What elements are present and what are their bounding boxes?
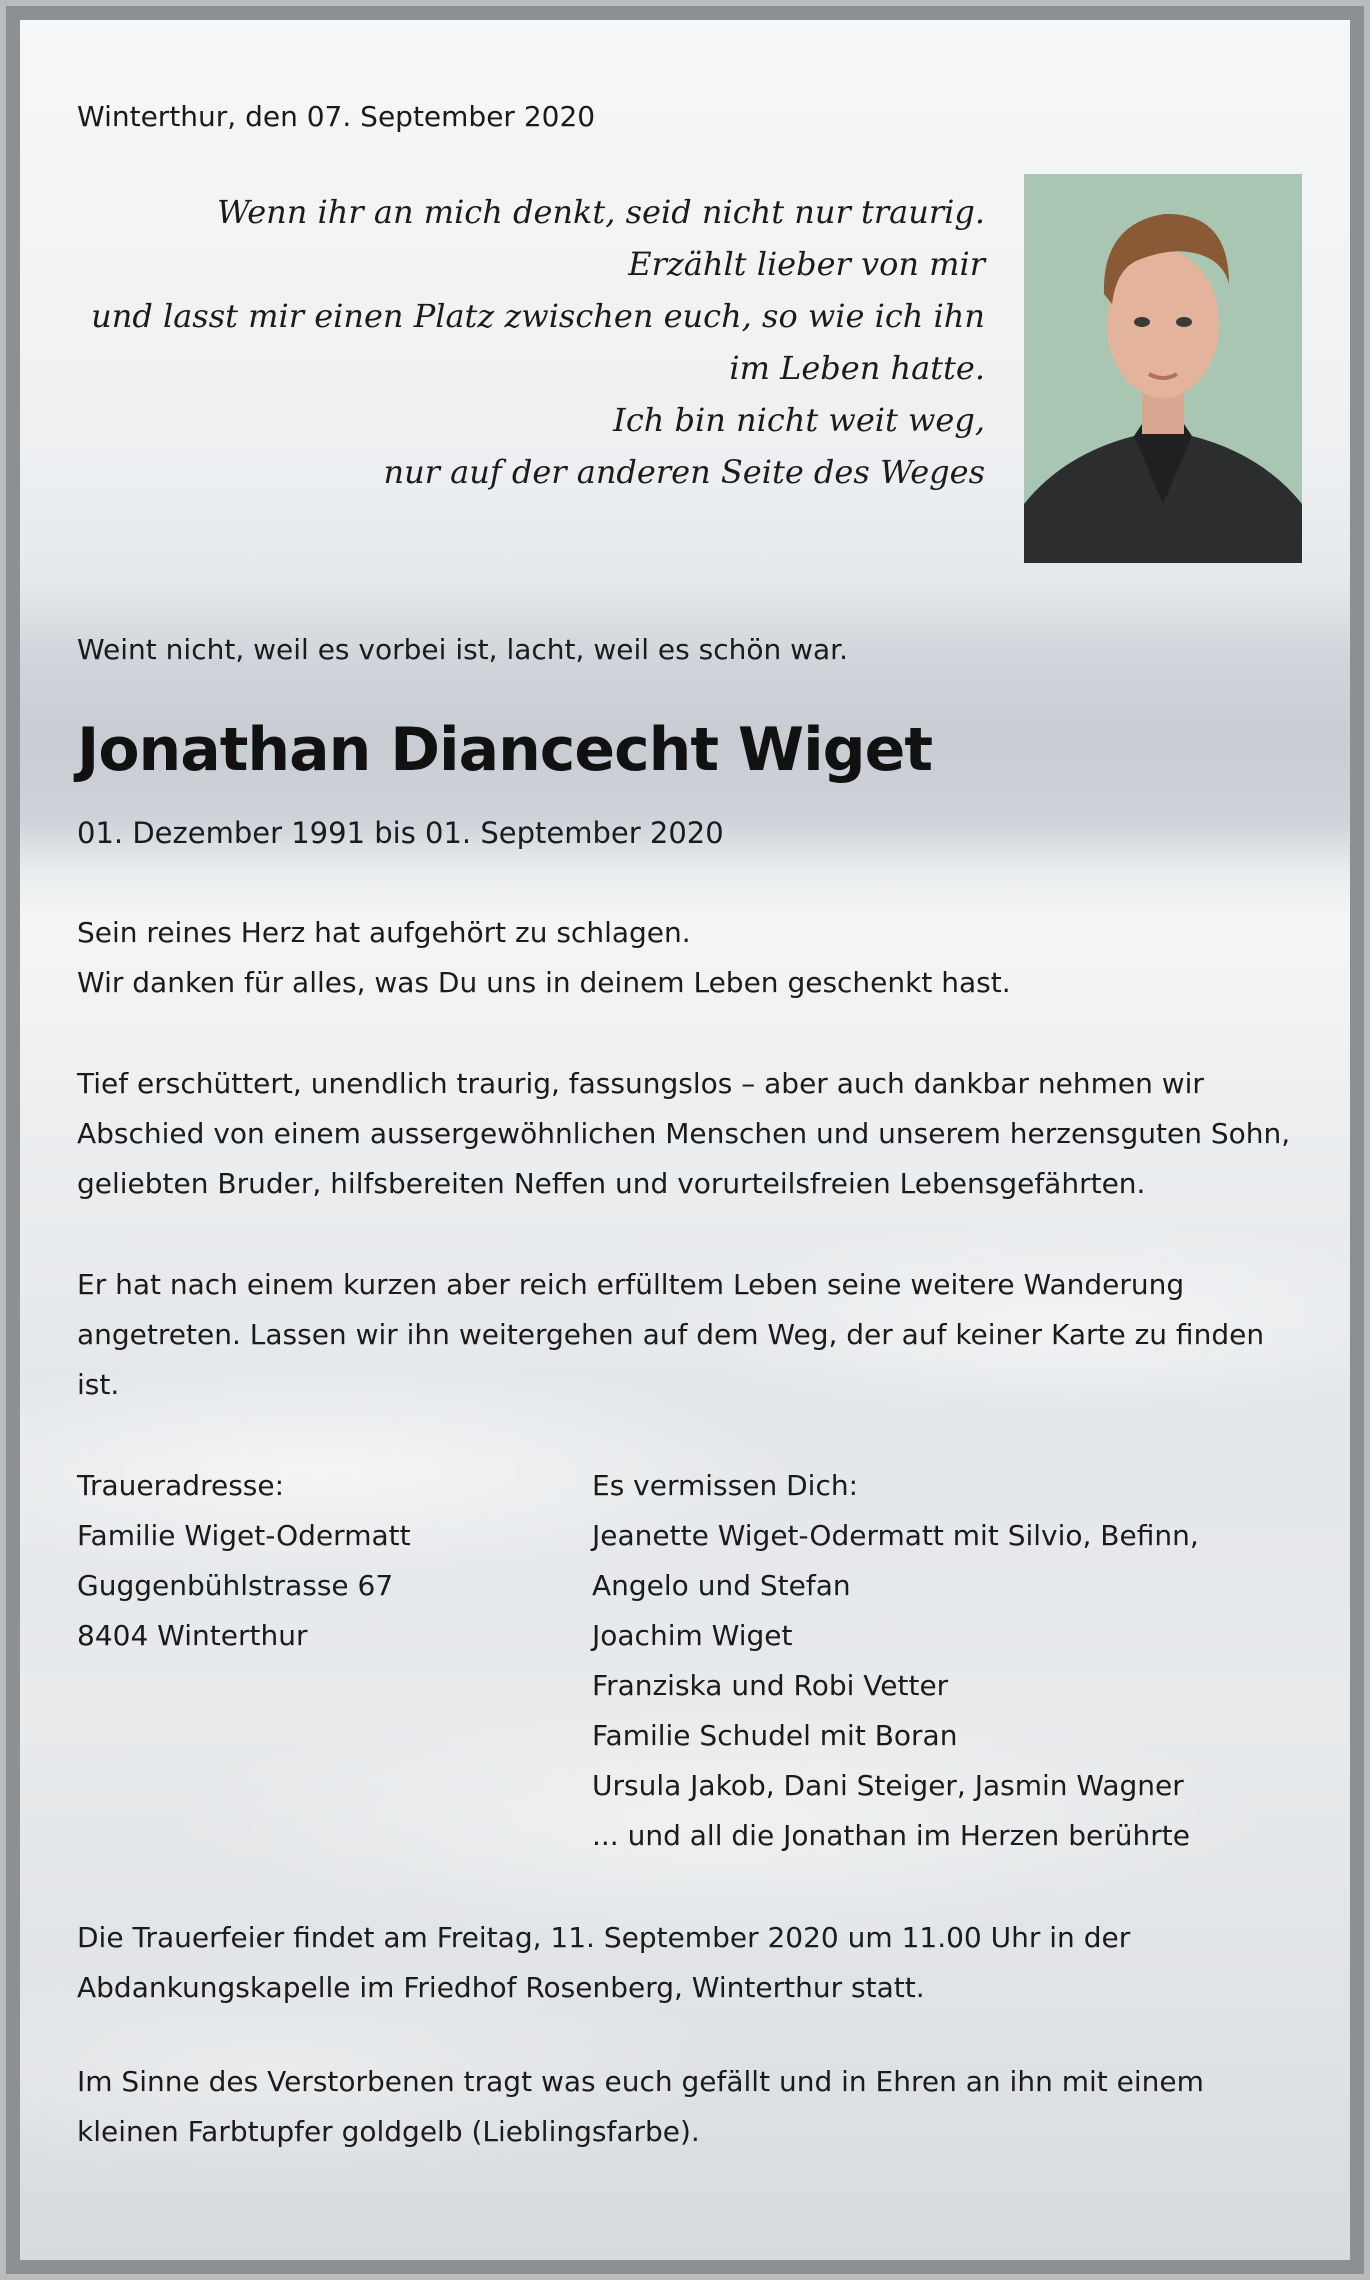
- poem: [91, 186, 985, 498]
- mourner-line: Joachim Wiget: [592, 1619, 793, 1652]
- motto: Weint nicht, weil es vorbei ist, lacht, weil es schön war.: [77, 633, 849, 666]
- text-line: ist.: [77, 1368, 120, 1401]
- text-line: Tief erschüttert, unendlich traurig, fassungslos – aber auch dankbar nehmen wir: [77, 1067, 1204, 1100]
- poem-line: nur auf der anderen Seite des Weges: [383, 453, 985, 491]
- poem-line: Ich bin nicht weit weg,: [613, 401, 985, 439]
- text-line: Sein reines Herz hat aufgehört zu schlagen.: [77, 916, 691, 949]
- text-line: Die Trauerfeier findet am Freitag, 11. September 2020 um 11.00 Uhr in der: [77, 1921, 1131, 1954]
- address-line: Familie Wiget-Odermatt: [77, 1519, 411, 1552]
- poem-line: im Leben hatte.: [729, 349, 985, 387]
- text-line: angetreten. Lassen wir ihn weitergehen auf dem Weg, der auf keiner Karte zu finden: [77, 1318, 1265, 1351]
- text-line: kleinen Farbtupfer goldgelb (Lieblingsfarbe).: [77, 2115, 700, 2148]
- deceased-name: Jonathan Diancecht Wiget: [77, 715, 932, 785]
- grief-paragraph: [77, 1059, 1290, 1209]
- life-dates: 01. Dezember 1991 bis 01. September 2020: [77, 816, 724, 850]
- portrait-illustration: [1024, 174, 1302, 563]
- mourning-address: [77, 1461, 411, 1661]
- dress-colour-paragraph: [77, 2057, 1204, 2157]
- poem-line: und lasst mir einen Platz zwischen euch, so wie ich ihn: [91, 297, 985, 335]
- card-frame: [6, 6, 1364, 2274]
- portrait-photo: [1024, 174, 1302, 563]
- journey-paragraph: [77, 1260, 1264, 1410]
- mourner-line: Jeanette Wiget-Odermatt mit Silvio, Befinn,: [592, 1519, 1199, 1552]
- poem-line: Erzählt lieber von mir: [628, 245, 985, 283]
- text-line: Wir danken für alles, was Du uns in deinem Leben geschenkt hast.: [77, 966, 1011, 999]
- address-label: Traueradresse:: [77, 1469, 285, 1502]
- poem-line: Wenn ihr an mich denkt, seid nicht nur traurig.: [216, 193, 985, 231]
- text-line: Er hat nach einem kurzen aber reich erfülltem Leben seine weitere Wanderung: [77, 1268, 1185, 1301]
- mourners-label: Es vermissen Dich:: [592, 1469, 859, 1502]
- heart-paragraph: [77, 908, 1011, 1008]
- service-paragraph: [77, 1913, 1130, 2013]
- text-line: Im Sinne des Verstorbenen tragt was euch gefällt und in Ehren an ihn mit einem: [77, 2065, 1204, 2098]
- text-line: Abschied von einem aussergewöhnlichen Menschen und unserem herzensguten Sohn,: [77, 1117, 1291, 1150]
- mourner-line: Ursula Jakob, Dani Steiger, Jasmin Wagner: [592, 1769, 1184, 1802]
- address-line: Guggenbühlstrasse 67: [77, 1569, 394, 1602]
- mourner-line: Franziska und Robi Vetter: [592, 1669, 949, 1702]
- place-date: Winterthur, den 07. September 2020: [77, 100, 596, 133]
- mourner-line: Familie Schudel mit Boran: [592, 1719, 958, 1752]
- text-line: Abdankungskapelle im Friedhof Rosenberg, Winterthur statt.: [77, 1971, 925, 2004]
- address-line: 8404 Winterthur: [77, 1619, 308, 1652]
- mourners-list: [592, 1461, 1199, 1861]
- mourner-line: ... und all die Jonathan im Herzen berührte: [592, 1819, 1190, 1852]
- obituary-card: [20, 20, 1350, 2260]
- text-line: geliebten Bruder, hilfsbereiten Neffen und vorurteilsfreien Lebensgefährten.: [77, 1167, 1146, 1200]
- mourner-line: Angelo und Stefan: [592, 1569, 851, 1602]
